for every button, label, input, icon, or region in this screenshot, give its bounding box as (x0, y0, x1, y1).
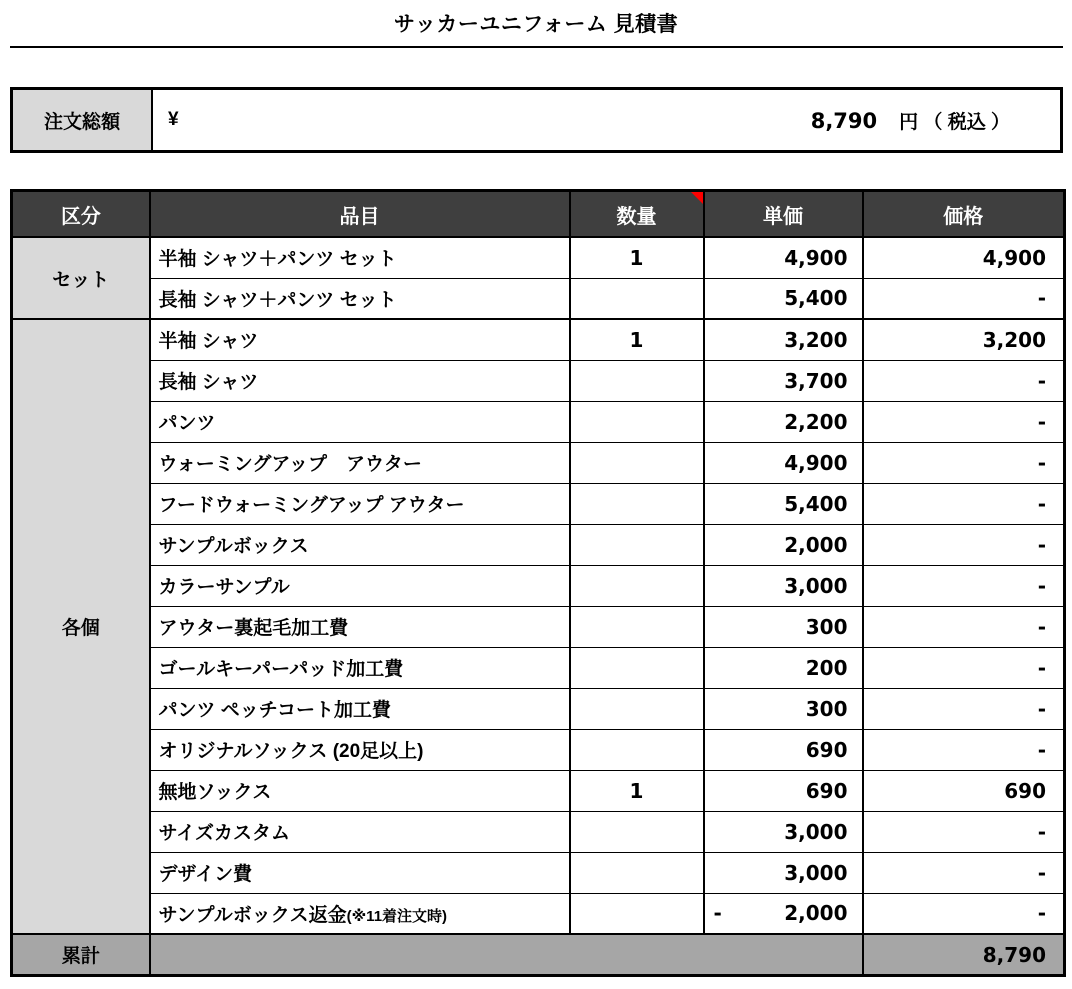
yen-symbol: ¥ (168, 109, 179, 130)
unit-price-cell: 690 (704, 770, 863, 811)
unit-price-cell: 3,000 (704, 852, 863, 893)
price-cell: - (863, 893, 1065, 934)
header-unit-price: 単価 (704, 191, 863, 238)
item-name: サンプルボックス返金 (158, 904, 347, 926)
table-row (12, 893, 1065, 934)
total-label: 累計 (12, 934, 150, 976)
quantity-cell[interactable] (570, 483, 704, 524)
table-row (12, 852, 1065, 893)
table-row (12, 565, 1065, 606)
item-name-cell (150, 565, 570, 606)
item-name: アウター裏起毛加工費 (158, 618, 349, 639)
unit-price-cell: 200 (704, 647, 863, 688)
item-name-cell (150, 688, 570, 729)
unit-price-cell: 3,700 (704, 360, 863, 401)
quantity-cell[interactable] (570, 565, 704, 606)
unit-price-cell: 2,200 (704, 401, 863, 442)
total-row (12, 934, 1065, 976)
price-cell: - (863, 442, 1065, 483)
table-row (12, 811, 1065, 852)
unit-price-cell: 4,900 (704, 237, 863, 278)
item-name: サンプルボックス (158, 536, 309, 557)
table-row (12, 442, 1065, 483)
quantity-cell[interactable] (570, 401, 704, 442)
unit-price-cell: 5,400 (704, 483, 863, 524)
table-row (12, 360, 1065, 401)
item-name-cell (150, 278, 570, 319)
quantity-cell[interactable] (570, 852, 704, 893)
item-name: デザイン費 (158, 864, 253, 885)
order-total-box (10, 87, 1063, 153)
header-quantity-label: 数量 (616, 205, 657, 228)
item-name: カラーサンプル (158, 577, 290, 598)
unit-price-cell: 300 (704, 606, 863, 647)
quantity-cell[interactable] (570, 606, 704, 647)
item-name: ゴールキーパーパッド加工費 (158, 659, 404, 680)
total-spacer (150, 934, 863, 976)
unit-price-cell: 5,400 (704, 278, 863, 319)
order-total-unit: 円 （ 税込 ） (899, 111, 1010, 133)
price-cell: - (863, 811, 1065, 852)
quantity-cell[interactable] (570, 442, 704, 483)
table-row (12, 729, 1065, 770)
header-category: 区分 (12, 191, 150, 238)
price-cell: - (863, 565, 1065, 606)
price-cell: - (863, 729, 1065, 770)
title-divider (10, 46, 1063, 48)
quantity-cell[interactable] (570, 647, 704, 688)
item-name: 長袖 シャツ＋パンツ セット (158, 289, 397, 311)
order-total-value (153, 90, 1060, 150)
unit-price-cell: 4,900 (704, 442, 863, 483)
item-name-cell (150, 483, 570, 524)
table-row (12, 237, 1065, 278)
quantity-cell[interactable] (570, 360, 704, 401)
price-cell: - (863, 852, 1065, 893)
price-cell: - (863, 647, 1065, 688)
quantity-cell[interactable]: 1 (570, 770, 704, 811)
order-total-label: 注文総額 (13, 90, 153, 150)
quote-table-header (12, 191, 1065, 238)
unit-price-cell: 690 (704, 729, 863, 770)
price-cell: - (863, 401, 1065, 442)
minus-sign: - (713, 901, 722, 926)
item-name-cell (150, 442, 570, 483)
unit-price-cell: 3,000 (704, 811, 863, 852)
table-row (12, 524, 1065, 565)
item-note: (※11着注文時) (346, 907, 448, 925)
quantity-cell[interactable] (570, 893, 704, 934)
price-cell: - (863, 606, 1065, 647)
price-cell: 4,900 (863, 237, 1065, 278)
item-name: 無地ソックス (158, 782, 272, 803)
item-name: フードウォーミングアップ アウター (158, 495, 465, 516)
table-row (12, 319, 1065, 360)
item-name-cell (150, 852, 570, 893)
price-cell: - (863, 278, 1065, 319)
item-name: パンツ ペッチコート加工費 (158, 700, 392, 721)
unit-price-cell (704, 893, 863, 934)
item-name: 長袖 シャツ (158, 372, 259, 393)
unit-price-cell: 3,200 (704, 319, 863, 360)
group-cell: セット (12, 237, 150, 319)
quantity-cell[interactable] (570, 688, 704, 729)
item-name-cell (150, 606, 570, 647)
group-cell: 各個 (12, 319, 150, 934)
price-cell: 690 (863, 770, 1065, 811)
item-name: ウォーミングアップ アウター (158, 454, 422, 475)
table-row (12, 401, 1065, 442)
item-name: オリジナルソックス (20足以上) (158, 741, 424, 762)
item-name-cell (150, 647, 570, 688)
table-row (12, 688, 1065, 729)
table-row (12, 606, 1065, 647)
item-name-cell (150, 729, 570, 770)
header-quantity (570, 191, 704, 238)
item-name-cell (150, 319, 570, 360)
unit-price-value: 2,000 (784, 901, 848, 926)
comment-marker-icon[interactable] (691, 192, 703, 204)
quantity-cell[interactable] (570, 278, 704, 319)
price-cell: - (863, 360, 1065, 401)
unit-price-cell: 300 (704, 688, 863, 729)
table-row (12, 647, 1065, 688)
order-total-amount: 8,790 (810, 108, 878, 133)
total-value: 8,790 (863, 934, 1065, 976)
quantity-cell[interactable] (570, 524, 704, 565)
header-price: 価格 (863, 191, 1065, 238)
price-cell: 3,200 (863, 319, 1065, 360)
price-cell: - (863, 483, 1065, 524)
header-item: 品目 (150, 191, 570, 238)
item-name-cell (150, 237, 570, 278)
price-cell: - (863, 688, 1065, 729)
unit-price-cell: 3,000 (704, 565, 863, 606)
item-name: サイズカスタム (158, 823, 290, 844)
price-cell: - (863, 524, 1065, 565)
item-name-cell (150, 401, 570, 442)
quantity-cell[interactable] (570, 811, 704, 852)
quantity-cell[interactable] (570, 729, 704, 770)
item-name: パンツ (158, 413, 216, 434)
table-row (12, 278, 1065, 319)
page-title: サッカーユニフォーム 見積書 (393, 13, 679, 36)
item-name: 半袖 シャツ (158, 331, 259, 353)
item-name-cell (150, 893, 570, 934)
table-row (12, 483, 1065, 524)
quantity-cell[interactable]: 1 (570, 319, 704, 360)
item-name-cell (150, 770, 570, 811)
quote-table (10, 189, 1066, 977)
unit-price-cell: 2,000 (704, 524, 863, 565)
order-total-amount-group (811, 107, 1010, 134)
quote-table-footer (12, 934, 1065, 976)
item-name-cell (150, 811, 570, 852)
item-name-cell (150, 524, 570, 565)
item-name-cell (150, 360, 570, 401)
quantity-cell[interactable]: 1 (570, 237, 704, 278)
item-name: 半袖 シャツ＋パンツ セット (158, 249, 397, 271)
table-row (12, 770, 1065, 811)
